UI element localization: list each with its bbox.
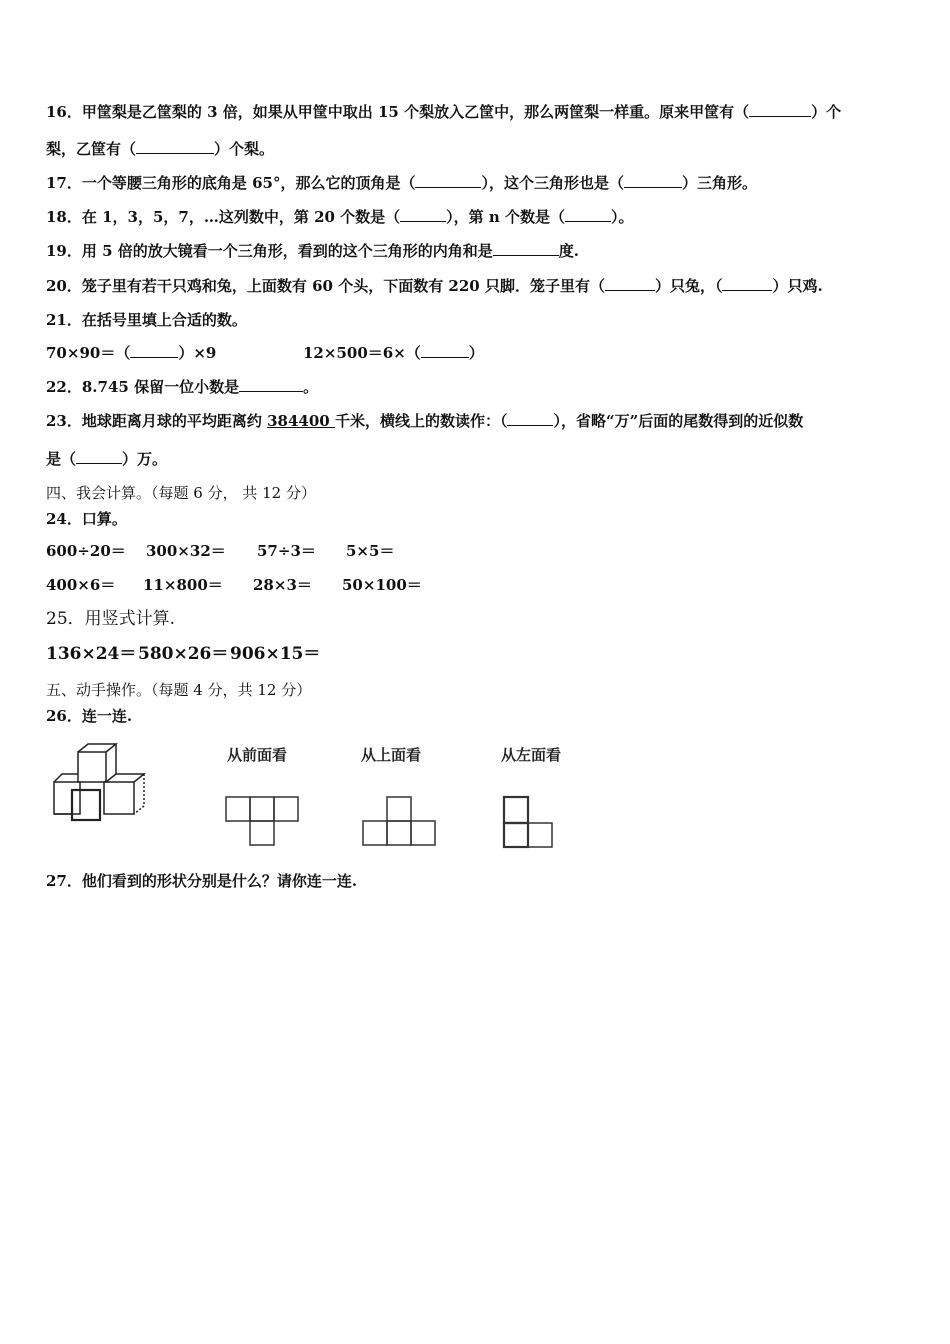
q17-blank-1 bbox=[415, 173, 481, 188]
q21-blank-1 bbox=[130, 343, 178, 358]
q24-r2-item-2: 11×800＝ bbox=[143, 576, 223, 594]
q24-r2-item-1: 400×6＝ bbox=[46, 576, 116, 594]
question-26 bbox=[46, 706, 132, 726]
question-19 bbox=[46, 241, 579, 261]
q18-text-b: ），第 n 个数是（ bbox=[446, 208, 566, 226]
q26-text: 26．连一连. bbox=[46, 707, 133, 725]
question-22 bbox=[46, 377, 318, 397]
q24-text: 24．口算。 bbox=[46, 510, 127, 528]
q24-r1-item-2: 300×32＝ bbox=[146, 542, 226, 560]
question-18 bbox=[46, 207, 634, 227]
q17-text-c: ）三角形。 bbox=[682, 174, 758, 192]
section-4-title bbox=[46, 483, 316, 503]
q20-blank-2 bbox=[722, 276, 772, 291]
q25-item-3: 906×15＝ bbox=[230, 644, 321, 664]
question-16-line-2 bbox=[46, 139, 274, 159]
q22-blank bbox=[239, 377, 303, 392]
view-label-top: 从上面看 bbox=[361, 746, 422, 764]
q25-text: 25．用竖式计算. bbox=[46, 609, 176, 629]
q16-text-d: ）个梨。 bbox=[214, 140, 275, 158]
left-view-shape bbox=[502, 795, 562, 850]
q20-text-c: ）只鸡. bbox=[772, 277, 823, 295]
q23-text-b: 千米，横线上的数读作：（ bbox=[334, 412, 508, 430]
question-16-line-1 bbox=[46, 102, 841, 122]
view-label-left: 从左面看 bbox=[501, 746, 562, 764]
question-24 bbox=[46, 509, 127, 529]
question-17 bbox=[46, 173, 757, 193]
q24-r2-item-4: 50×100＝ bbox=[342, 576, 422, 594]
q27-text: 27．他们看到的形状分别是什么？请你连一连. bbox=[46, 872, 358, 890]
q18-blank-2 bbox=[565, 207, 611, 222]
view-label-front: 从前面看 bbox=[227, 746, 288, 764]
q24-r1-item-1: 600÷20＝ bbox=[46, 542, 126, 560]
q23-text-e: ）万。 bbox=[122, 450, 168, 468]
q17-text-b: ），这个三角形也是（ bbox=[481, 174, 624, 192]
q20-blank-1 bbox=[605, 276, 655, 291]
front-view-shape bbox=[224, 795, 304, 850]
q21-right-a: 12×500＝6×（ bbox=[303, 344, 421, 362]
q16-blank-1 bbox=[749, 102, 811, 117]
q24-r2-item-3: 28×3＝ bbox=[253, 576, 312, 594]
question-21-right bbox=[303, 343, 484, 363]
q23-blank-1 bbox=[507, 411, 553, 426]
question-21-left bbox=[46, 343, 216, 363]
cube-stack-figure bbox=[48, 740, 158, 830]
q23-text-c: ），省略“万”后面的尾数得到的近似数 bbox=[553, 412, 804, 430]
q20-text-b: ）只兔，（ bbox=[654, 277, 723, 295]
q24-r1-item-3: 57÷3＝ bbox=[257, 542, 316, 560]
question-21 bbox=[46, 310, 247, 330]
q21-left-a: 70×90＝（ bbox=[46, 344, 131, 362]
question-23-line-1 bbox=[46, 411, 803, 431]
section-5-title-text: 五、动手操作。（每题 4 分，共 12 分） bbox=[46, 681, 312, 699]
q25-item-1: 136×24＝ bbox=[46, 644, 137, 664]
q18-text-c: ）。 bbox=[611, 208, 634, 226]
q21-right-b: ） bbox=[468, 344, 484, 362]
q18-blank-1 bbox=[400, 207, 446, 222]
section-4-title-text: 四、我会计算。（每题 6 分， 共 12 分） bbox=[46, 484, 316, 502]
q23-text-a: 23．地球距离月球的平均距离约 bbox=[46, 412, 268, 430]
q23-underlined-number: 384400 bbox=[267, 412, 335, 430]
section-5-title bbox=[46, 680, 311, 700]
q19-text-b: 度. bbox=[558, 242, 579, 260]
q22-text-b: 。 bbox=[303, 378, 319, 396]
question-20 bbox=[46, 276, 823, 296]
q16-blank-2 bbox=[136, 139, 214, 154]
q23-text-d: 是（ bbox=[46, 450, 77, 468]
q20-text-a: 20．笼子里有若干只鸡和兔，上面数有 60 个头，下面数有 220 只脚．笼子里有（ bbox=[46, 277, 605, 295]
q25-item-2: 580×26＝ bbox=[138, 644, 229, 664]
question-23-line-2 bbox=[46, 449, 167, 469]
q17-text-a: 17．一个等腰三角形的底角是 65°，那么它的顶角是（ bbox=[46, 174, 416, 192]
q21-blank-2 bbox=[421, 343, 469, 358]
q16-text-a: 16．甲筐梨是乙筐梨的 3 倍，如果从甲筐中取出 15 个梨放入乙筐中，那么两筐梨一样重。原来甲筐有（ bbox=[46, 103, 750, 121]
top-view-shape bbox=[361, 795, 441, 850]
q17-blank-2 bbox=[624, 173, 682, 188]
q21-text: 21．在括号里填上合适的数。 bbox=[46, 311, 247, 329]
q23-blank-2 bbox=[76, 449, 122, 464]
q18-text-a: 18．在 1，3，5，7，…这列数中，第 20 个数是（ bbox=[46, 208, 401, 226]
question-25 bbox=[46, 609, 175, 629]
q21-left-b: ）×9 bbox=[178, 344, 217, 362]
q16-text-c: 梨，乙筐有（ bbox=[46, 140, 137, 158]
q19-text-a: 19．用 5 倍的放大镜看一个三角形，看到的这个三角形的内角和是 bbox=[46, 242, 493, 260]
q16-text-b: ）个 bbox=[811, 103, 842, 121]
question-27 bbox=[46, 871, 357, 891]
q24-r1-item-4: 5×5＝ bbox=[346, 542, 395, 560]
q19-blank bbox=[493, 241, 559, 256]
q22-text-a: 22．8.745 保留一位小数是 bbox=[46, 378, 240, 396]
